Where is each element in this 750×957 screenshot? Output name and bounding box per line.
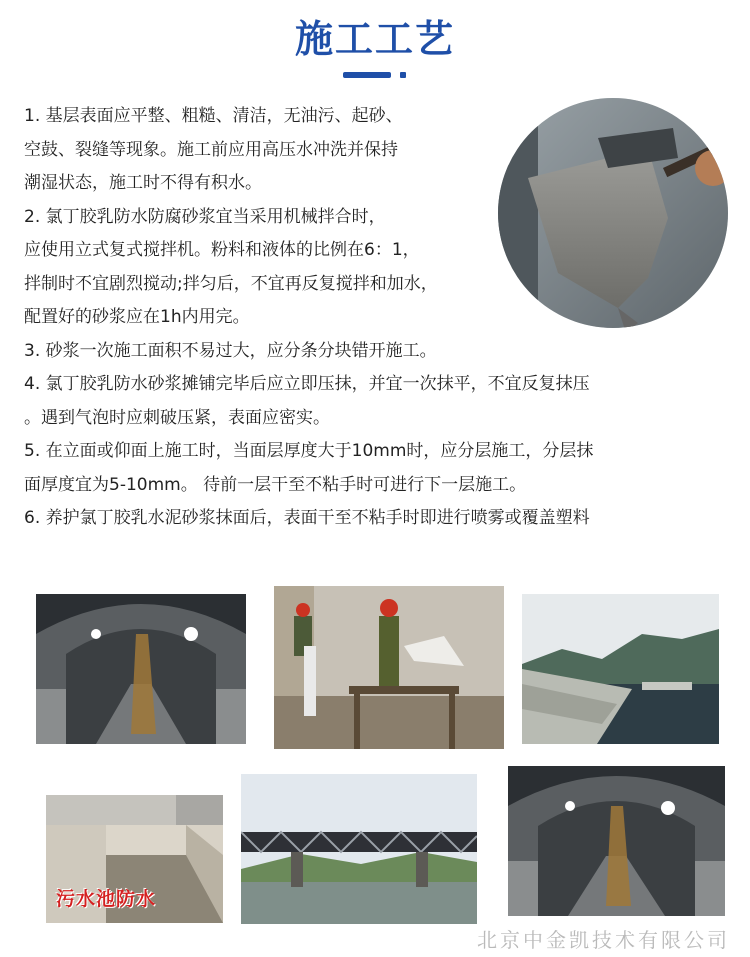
step-line: 潮湿状态，施工时不得有积水。	[24, 173, 262, 193]
reservoir-illustration	[522, 594, 719, 744]
bridge-illustration	[241, 774, 477, 924]
step-2	[24, 201, 729, 335]
wall-spray-photo	[274, 586, 504, 749]
construction-steps	[24, 100, 729, 536]
bridge-photo	[241, 774, 477, 924]
step-line: 5. 在立面或仰面上施工时，当面层厚度大于10mm时，应分层施工，分层抹	[24, 441, 594, 461]
step-3	[24, 335, 729, 369]
step-line: 4. 氯丁胶乳防水砂浆摊铺完毕后应立即压抹，并宜一次抹平，不宜反复抹压	[24, 374, 590, 394]
step-line: 拌制时不宜剧烈搅动;拌匀后，不宜再反复搅拌和加水，	[24, 273, 438, 294]
tunnel-illustration	[36, 594, 246, 744]
step-1	[24, 100, 729, 201]
step-line: 空鼓、裂缝等现象。施工前应用高压水冲洗并保持	[24, 139, 398, 160]
step-line: 1. 基层表面应平整、粗糙、清洁，无油污、起砂、	[24, 106, 403, 126]
page-title: 施工工艺	[294, 17, 455, 61]
step-line: 3. 砂浆一次施工面积不易过大，应分条分块错开施工。	[24, 340, 437, 361]
step-line: 6. 养护氯丁胶乳水泥砂浆抹面后，表面干至不粘手时即进行喷雾或覆盖塑料	[24, 508, 590, 528]
sewage-tank-photo	[46, 795, 223, 923]
step-4	[24, 368, 729, 435]
sewage-tank-caption: 污水池防水	[56, 888, 157, 910]
tunnel-leak-photo-2	[508, 766, 725, 916]
step-5	[24, 435, 729, 502]
step-line: 应使用立式复式搅拌机。粉料和液体的比例在6：1，	[24, 240, 420, 260]
tunnel-leak-photo	[36, 594, 246, 744]
company-watermark: 北京中金凯技术有限公司	[477, 928, 730, 952]
step-line: 2. 氯丁胶乳防水防腐砂浆宜当采用机械拌合时，	[24, 206, 386, 227]
step-line: 。遇到气泡时应刺破压紧，表面应密实。	[24, 407, 330, 428]
step-line: 配置好的砂浆应在1h内用完。	[24, 307, 250, 327]
title-underline-dot	[400, 72, 406, 78]
title-underline	[343, 72, 391, 78]
step-line: 面厚度宜为5-10mm。 待前一层干至不粘手时可进行下一层施工。	[24, 474, 527, 495]
step-6	[24, 502, 729, 536]
reservoir-dam-photo	[522, 594, 719, 744]
wall-spray-illustration	[274, 586, 504, 749]
tunnel-illustration-2	[508, 766, 725, 916]
